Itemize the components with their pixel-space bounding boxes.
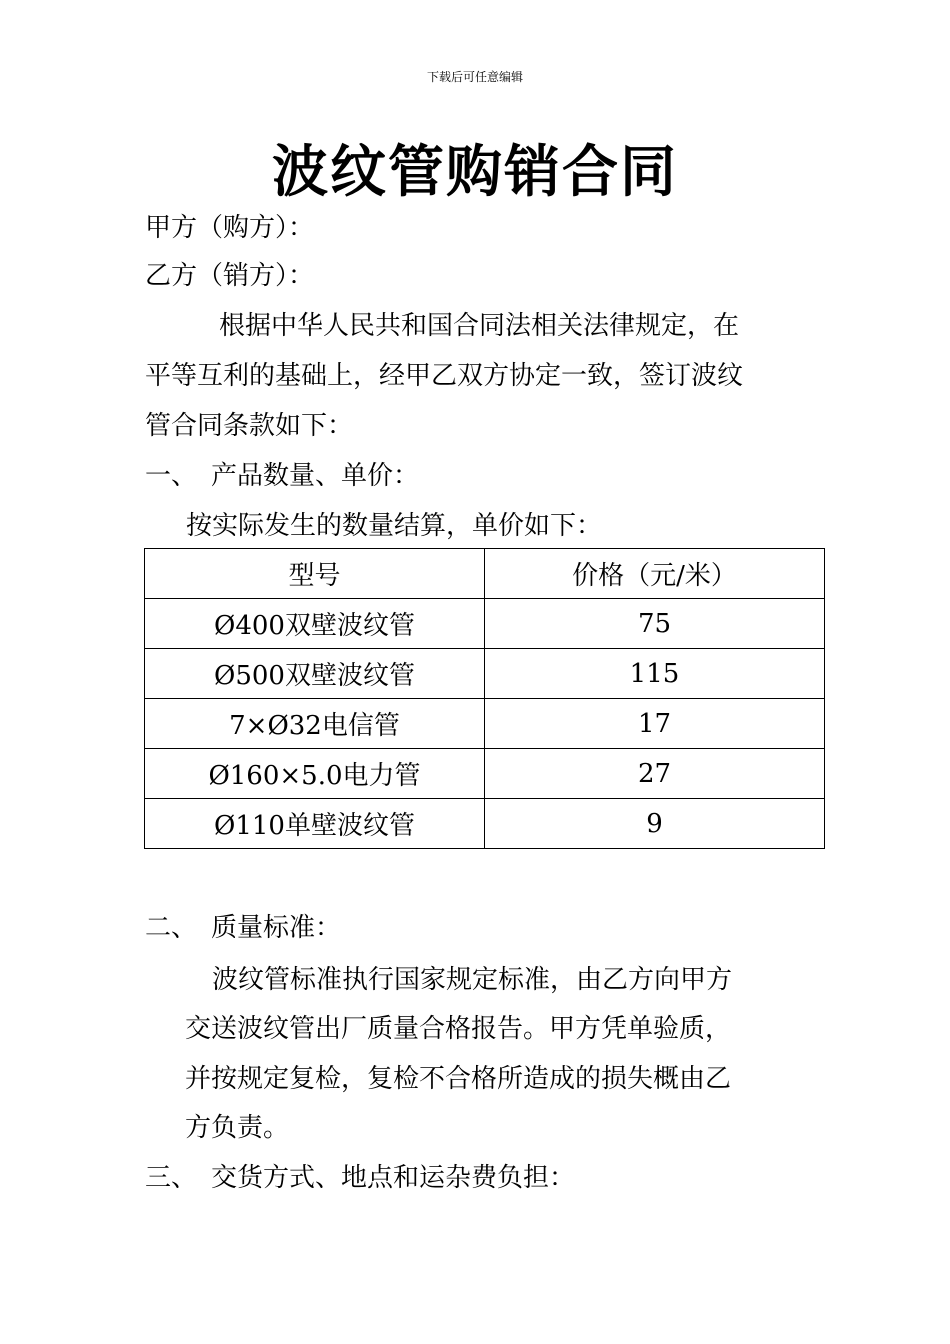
document-title: 波纹管购销合同 xyxy=(272,140,678,205)
column-header-model: 型号 xyxy=(145,549,485,599)
section-2-line-3: 并按规定复检，复检不合格所造成的损失概由乙 xyxy=(185,1064,732,1094)
section-2-line-1: 波纹管标准执行国家规定标准，由乙方向甲方 xyxy=(212,965,733,995)
cell-price: 75 xyxy=(485,599,825,649)
cell-price: 115 xyxy=(485,649,825,699)
section-1-note: 按实际发生的数量结算，单价如下： xyxy=(186,511,603,541)
cell-price: 9 xyxy=(485,799,825,849)
party-b-label: 乙方（销方）： xyxy=(145,261,315,291)
section-3-number: 三、 xyxy=(145,1163,198,1193)
price-table xyxy=(144,548,825,849)
cell-model: 7×Ø32电信管 xyxy=(145,699,485,749)
table-row xyxy=(145,799,825,849)
section-2-number: 二、 xyxy=(145,913,198,943)
cell-model: Ø500双壁波纹管 xyxy=(145,649,485,699)
section-2-title: 质量标准： xyxy=(211,913,342,943)
section-2-line-4: 方负责。 xyxy=(185,1113,290,1143)
section-1-heading xyxy=(145,460,419,492)
cell-price: 27 xyxy=(485,749,825,799)
intro-line-3: 管合同条款如下： xyxy=(145,411,354,441)
table-row xyxy=(145,599,825,649)
section-3-title: 交货方式、地点和运杂费负担： xyxy=(211,1163,576,1193)
table-row xyxy=(145,749,825,799)
section-1-number: 一、 xyxy=(145,461,198,491)
cell-price: 17 xyxy=(485,699,825,749)
header-note: 下载后可任意编辑 xyxy=(426,70,523,84)
section-3-heading xyxy=(145,1162,575,1194)
cell-model: Ø160×5.0电力管 xyxy=(145,749,485,799)
table-row xyxy=(145,649,825,699)
table-row xyxy=(145,699,825,749)
section-1-title: 产品数量、单价： xyxy=(211,461,420,491)
column-header-price: 价格（元/米） xyxy=(485,549,825,599)
cell-model: Ø110单壁波纹管 xyxy=(145,799,485,849)
section-2-line-2: 交送波纹管出厂质量合格报告。甲方凭单验质， xyxy=(185,1014,732,1044)
intro-line-1: 根据中华人民共和国合同法相关法律规定，在 xyxy=(219,311,740,341)
section-2-heading xyxy=(145,912,341,944)
party-a-label: 甲方（购方）： xyxy=(145,213,315,243)
cell-model: Ø400双壁波纹管 xyxy=(145,599,485,649)
table-header-row xyxy=(145,549,825,599)
intro-line-2: 平等互利的基础上，经甲乙双方协定一致，签订波纹 xyxy=(145,361,744,391)
